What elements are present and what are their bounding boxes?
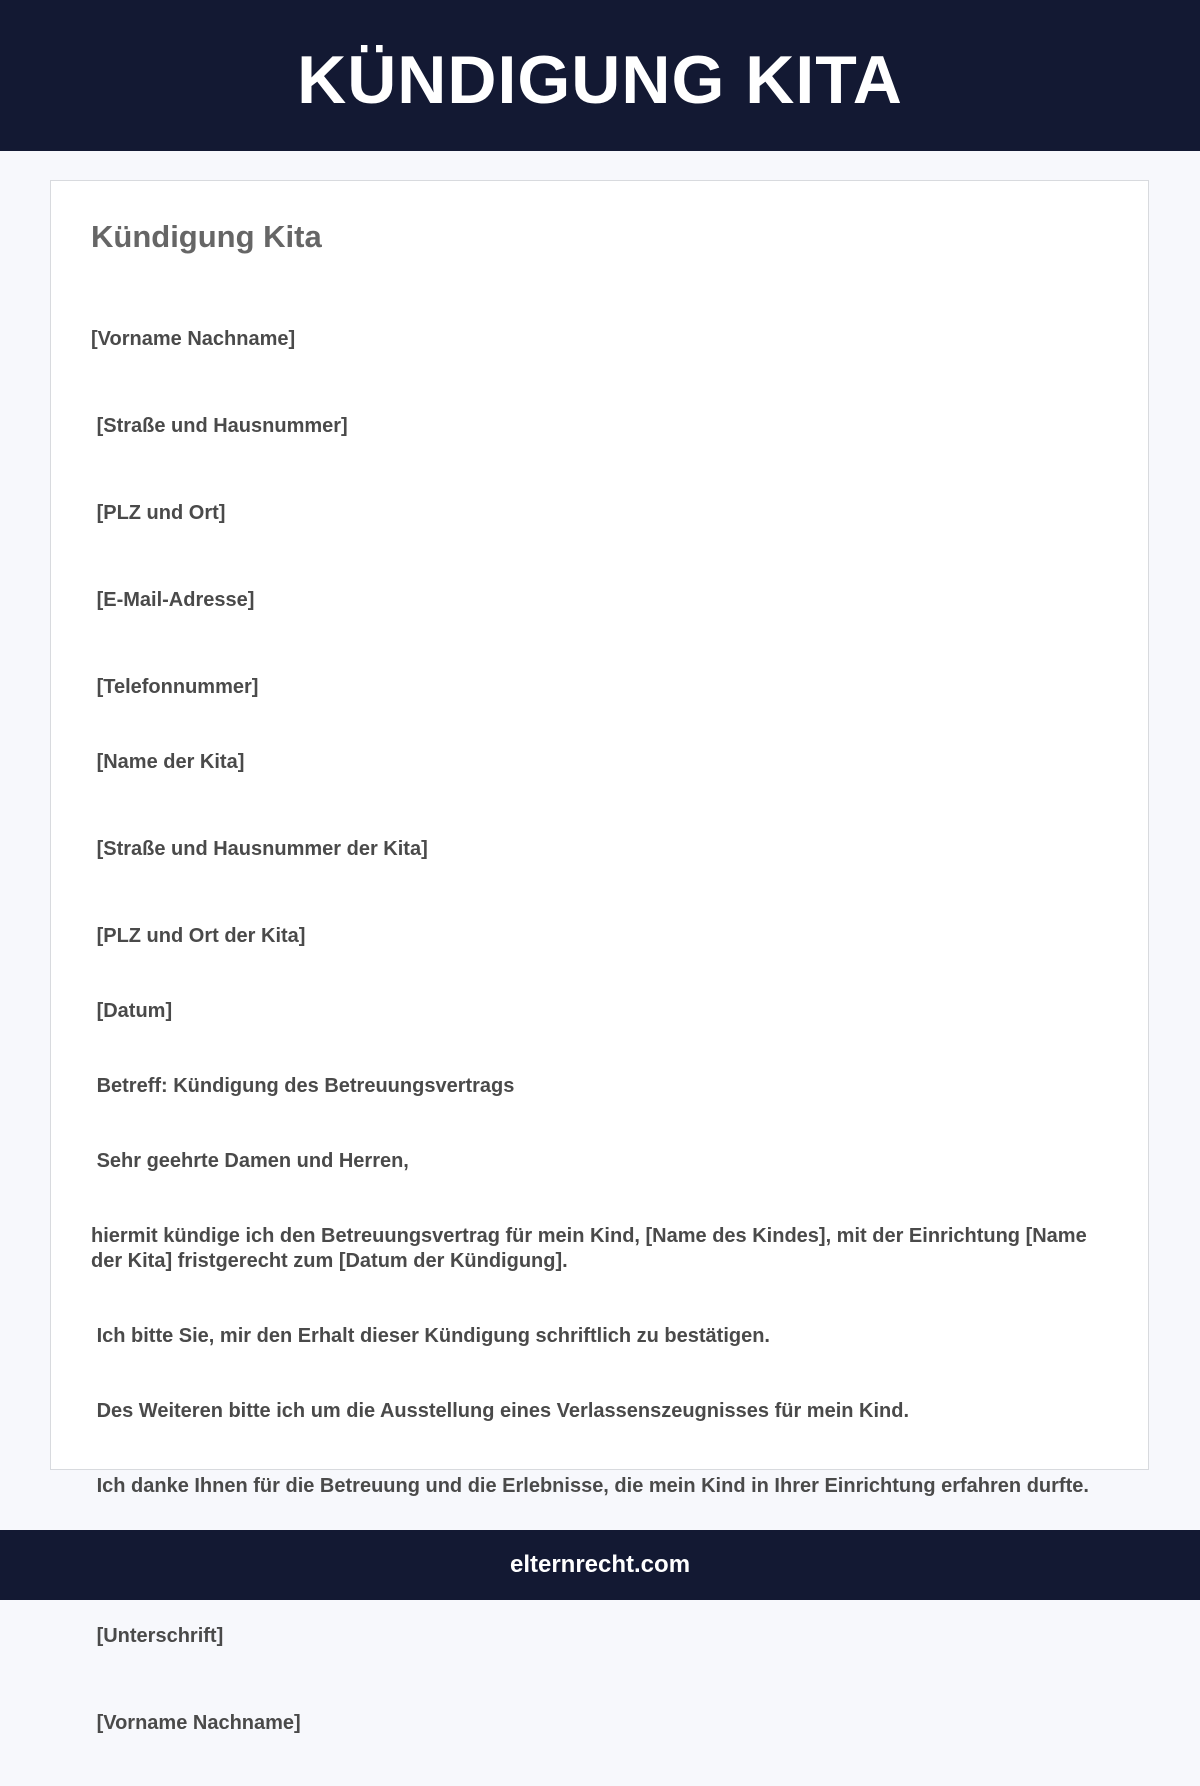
date-line: [Datum] xyxy=(91,1000,173,1022)
recipient-city-line: [PLZ und Ort der Kita] xyxy=(91,925,306,947)
sender-street-line: [Straße und Hausnummer] xyxy=(91,415,348,437)
page-title: KÜNDIGUNG KITA xyxy=(297,41,903,118)
footer-banner xyxy=(0,1530,1200,1600)
termination-paragraph: hiermit kündige ich den Betreuungsvertrag für mein Kind, [Name des Kindes], mit der Einrichtung [Name der Kita] fristgerecht zum [Datum der Kündigung]. xyxy=(91,1225,1093,1272)
subject-line: Betreff: Kündigung des Betreuungsvertrags xyxy=(91,1075,515,1097)
header-banner xyxy=(0,0,1200,151)
sender-email-line: [E-Mail-Adresse] xyxy=(91,589,255,611)
signature-name-line: [Vorname Nachname] xyxy=(91,1712,301,1734)
recipient-street-line: [Straße und Hausnummer der Kita] xyxy=(91,838,428,860)
thanks-line: Ich danke Ihnen für die Betreuung und die Erlebnisse, die mein Kind in Ihrer Einrichtung erfahren durfte. xyxy=(91,1475,1089,1497)
recipient-name-line: [Name der Kita] xyxy=(91,751,245,773)
salutation-line: Sehr geehrte Damen und Herren, xyxy=(91,1150,409,1172)
signature-line: [Unterschrift] xyxy=(91,1625,224,1647)
sender-name-line: [Vorname Nachname] xyxy=(91,328,296,350)
letter-heading: Kündigung Kita xyxy=(91,219,322,254)
footer-site-name: elternrecht.com xyxy=(509,1551,691,1578)
confirmation-request-line: Ich bitte Sie, mir den Erhalt dieser Kündigung schriftlich zu bestätigen. xyxy=(91,1325,770,1347)
certificate-request-line: Des Weiteren bitte ich um die Ausstellung eines Verlassenszeugnisses für mein Kind. xyxy=(91,1400,910,1422)
sender-city-line: [PLZ und Ort] xyxy=(91,502,226,524)
sender-phone-line: [Telefonnummer] xyxy=(91,676,259,698)
